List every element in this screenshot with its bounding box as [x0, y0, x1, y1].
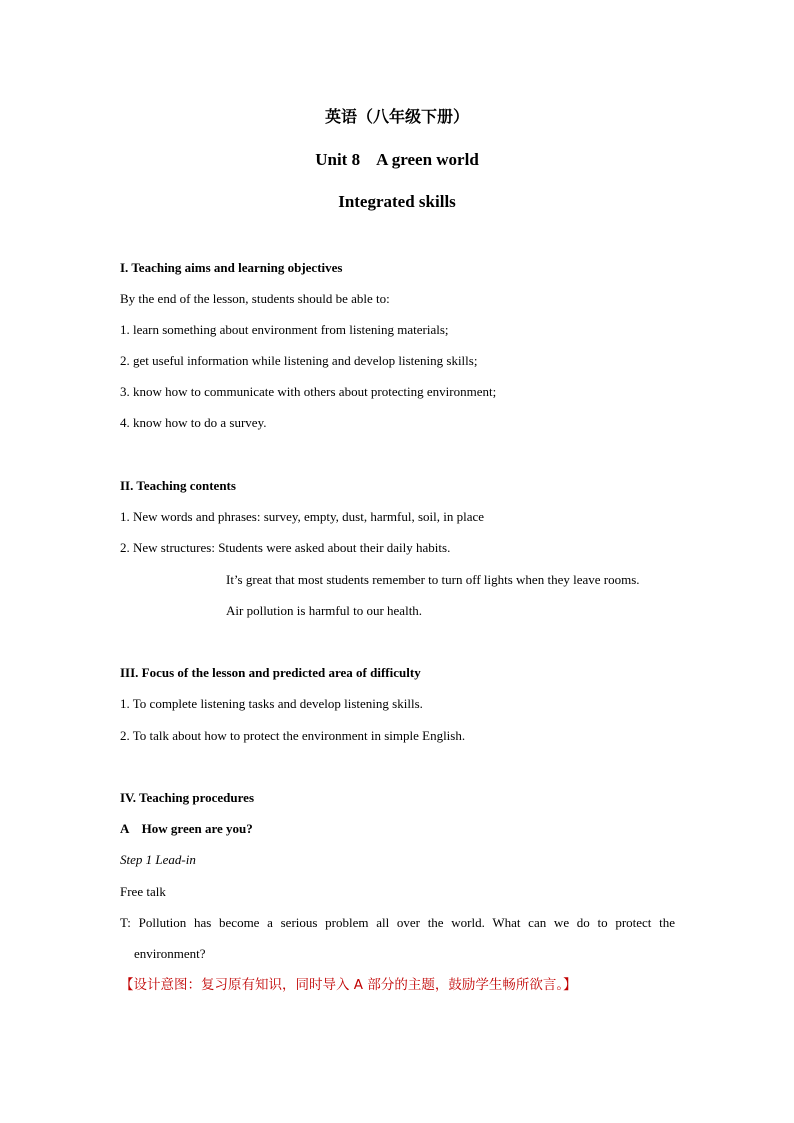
design-note: 【设计意图：复习原有知识，同时导入 A 部分的主题，鼓励学生畅所欲言。】 [120, 977, 577, 993]
aims-intro: By the end of the lesson, students should be able to: [120, 291, 390, 306]
section-procedures-heading: IV. Teaching procedures [120, 790, 255, 805]
focus-item-2: 2. To talk about how to protect the environment in simple English. [120, 728, 466, 743]
teacher-prompt-line-2: environment? [134, 946, 206, 961]
contents-structure-1: It’s great that most students remember to turn off lights when they leave rooms. [226, 572, 640, 587]
focus-item-1: 1. To complete listening tasks and develop listening skills. [120, 696, 423, 711]
section-aims-heading: I. Teaching aims and learning objectives [120, 260, 343, 275]
teacher-prompt [120, 907, 675, 969]
activity-label: Free talk [120, 884, 166, 899]
lesson-title: Integrated skills [338, 192, 456, 211]
contents-structure-2: Air pollution is harmful to our health. [226, 603, 423, 618]
section-contents-heading: II. Teaching contents [120, 478, 236, 493]
aims-item-2: 2. get useful information while listening and develop listening skills; [120, 353, 478, 368]
part-a-heading: A How green are you? [120, 821, 253, 836]
contents-item-2: 2. New structures: Students were asked about their daily habits. [120, 540, 451, 555]
contents-item-1: 1. New words and phrases: survey, empty, dust, harmful, soil, in place [120, 509, 485, 524]
step-1-label: Step 1 Lead-in [120, 852, 196, 867]
aims-item-4: 4. know how to do a survey. [120, 415, 267, 430]
section-focus-heading: III. Focus of the lesson and predicted area of difficulty [120, 665, 421, 680]
aims-item-1: 1. learn something about environment from listening materials; [120, 322, 449, 337]
unit-title: Unit 8 A green world [315, 150, 479, 169]
subject-title: 英语（八年级下册） [324, 107, 469, 126]
teacher-prompt-line-1: T: Pollution has become a serious problem all over the world. What can we do to protect the [120, 915, 675, 930]
aims-item-3: 3. know how to communicate with others about protecting environment; [120, 384, 497, 399]
